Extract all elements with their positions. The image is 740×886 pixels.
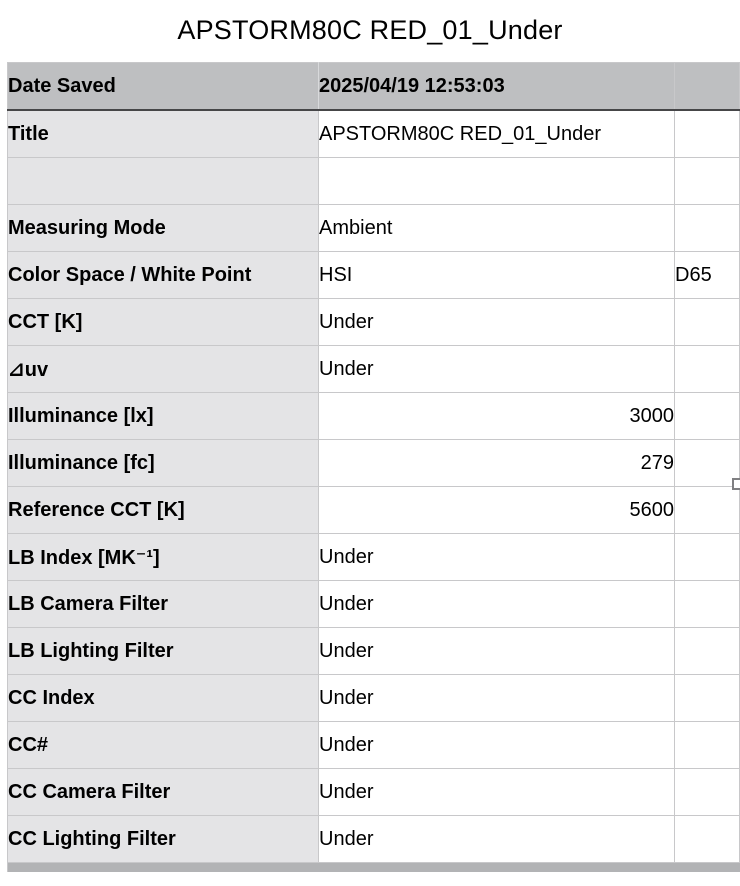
row-label-cell: Color Space / White Point [8,252,319,299]
table-row [8,769,740,816]
row-value-cell: Under [319,534,675,581]
table-row [8,205,740,252]
row-unit-cell: D65 [675,252,740,299]
table-row [8,675,740,722]
header-label-cell: Date Saved [8,63,319,111]
row-unit-cell [675,299,740,346]
row-value-cell: Under [319,769,675,816]
row-unit-cell [675,346,740,393]
row-label-cell: CC Index [8,675,319,722]
table-row [8,346,740,393]
row-unit-cell [675,816,740,863]
table-body [8,63,740,863]
row-value-cell: Ambient [319,205,675,252]
row-value-cell: Under [319,816,675,863]
table-row [8,252,740,299]
row-label-cell: ⊿uv [8,346,319,393]
row-label-cell: CC Lighting Filter [8,816,319,863]
row-unit-cell [675,722,740,769]
table-row [8,110,740,158]
row-value-cell: HSI [319,252,675,299]
row-label-cell: LB Lighting Filter [8,628,319,675]
table-row [8,440,740,487]
row-unit-cell [675,534,740,581]
table-header-row [8,63,740,111]
row-unit-cell [675,158,740,205]
row-value-cell: Under [319,299,675,346]
row-value-cell: Under [319,675,675,722]
row-value-cell: APSTORM80C RED_01_Under [319,110,675,158]
row-unit-cell [675,628,740,675]
table-row [8,816,740,863]
table-row [8,158,740,205]
table-row [8,581,740,628]
row-unit-cell [675,110,740,158]
row-label-cell: LB Index [MK⁻¹] [8,534,319,581]
page-title: APSTORM80C RED_01_Under [177,15,563,45]
row-label-cell: LB Camera Filter [8,581,319,628]
row-value-cell: 5600 [319,487,675,534]
row-value-cell: Under [319,722,675,769]
row-label-cell [8,158,319,205]
row-label-cell: Illuminance [lx] [8,393,319,440]
table-row [8,487,740,534]
header-unit-cell [675,63,740,111]
row-unit-cell [675,581,740,628]
table-row [8,393,740,440]
row-unit-cell [675,675,740,722]
row-label-cell: Measuring Mode [8,205,319,252]
table-container [7,62,739,872]
row-label-cell: Reference CCT [K] [8,487,319,534]
table-resize-handle[interactable] [732,478,740,490]
table-row [8,722,740,769]
row-value-cell: Under [319,346,675,393]
row-label-cell: CC# [8,722,319,769]
row-label-cell: Illuminance [fc] [8,440,319,487]
row-label-cell: CC Camera Filter [8,769,319,816]
row-label-cell: CCT [K] [8,299,319,346]
row-unit-cell [675,205,740,252]
row-unit-cell [675,393,740,440]
row-value-cell: 279 [319,440,675,487]
row-value-cell [319,158,675,205]
row-unit-cell [675,440,740,487]
row-label-cell: Title [8,110,319,158]
row-value-cell: 3000 [319,393,675,440]
table-row [8,628,740,675]
row-value-cell: Under [319,628,675,675]
measurement-table [7,62,740,863]
table-row [8,534,740,581]
table-row [8,299,740,346]
row-unit-cell [675,487,740,534]
next-row-edge [7,863,740,872]
row-unit-cell [675,769,740,816]
header-value-cell: 2025/04/19 12:53:03 [319,63,675,111]
row-value-cell: Under [319,581,675,628]
